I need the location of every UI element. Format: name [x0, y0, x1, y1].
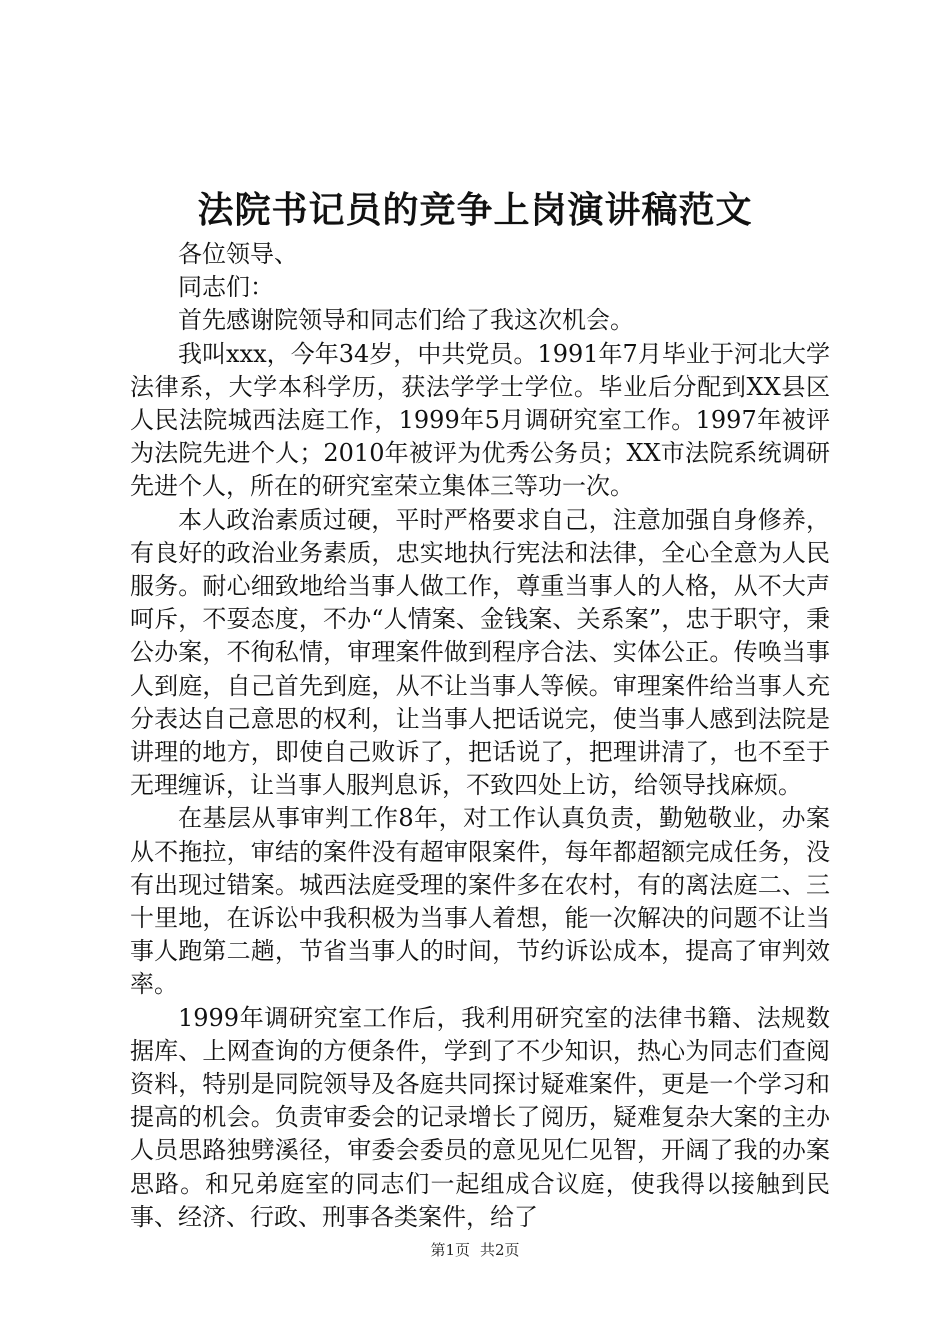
paragraph-grassroots-work: 在基层从事审判工作8年，对工作认真负责，勤勉敬业，办案从不拖拉，审结的案件没有超审限案件，每年都超额完成任务，没有出现过错案。城西法庭受理的案件多在农村，有的离法庭二、三十里地，在诉讼中我积极为当事人着想，能一次解决的问题不让当事人跑第二趟，节省当事人的时间，节约诉讼成本，提高了审判效率。	[130, 804, 830, 999]
salutation-leaders: 各位领导、	[178, 240, 298, 268]
page-total: 共2页	[480, 1241, 520, 1259]
document-body	[130, 238, 830, 1234]
paragraph-research-office: 1999年调研究室工作后，我利用研究室的法律书籍、法规数据库、上网查询的方便条件，学到了不少知识，热心为同志们查阅资料，特别是同院领导及各庭共同探讨疑难案件，更是一个学习和提高的机会。负责审委会的记录增长了阅历，疑难复杂大案的主办人员思路独劈溪径，审委会委员的意见见仁见智，开阔了我的办案思路。和兄弟庭室的同志们一起组成合议庭，使我得以接触到民事、经济、行政、刑事各类案件，给了	[130, 1003, 830, 1231]
paragraph-political-quality: 本人政治素质过硬，平时严格要求自己，注意加强自身修养，有良好的政治业务素质，忠实地执行宪法和法律，全心全意为人民服务。耐心细致地给当事人做工作，尊重当事人的人格，从不大声呵斥，不耍态度，不办“人情案、金钱案、关系案”，忠于职守，秉公办案，不徇私情，审理案件做到程序合法、实体公正。传唤当事人到庭，自己首先到庭，从不让当事人等候。审理案件给当事人充分表达自己意思的权利，让当事人把话说完，使当事人感到法院是讲理的地方，即使自己败诉了，把话说了，把理讲清了，也不至于无理缠诉，让当事人服判息诉，不致四处上访，给领导找麻烦。	[130, 505, 830, 800]
page-number: 第1页	[430, 1241, 470, 1259]
salutation-comrades: 同志们：	[178, 273, 274, 302]
paragraph-introduction: 我叫xxx，今年34岁，中共党员。1991年7月毕业于河北大学法律系，大学本科学历，获法学学士学位。毕业后分配到XX县区人民法院城西法庭工作，1999年5月调研究室工作。1997年被评为法院先进个人；2010年被评为优秀公务员；XX市法院系统调研先进个人，所在的研究室荣立集体三等功一次。	[130, 339, 830, 501]
page-footer	[0, 1240, 950, 1260]
document-title: 法院书记员的竞争上岗演讲稿范文	[197, 189, 753, 231]
paragraph-thanks: 首先感谢院领导和同志们给了我这次机会。	[178, 306, 634, 335]
